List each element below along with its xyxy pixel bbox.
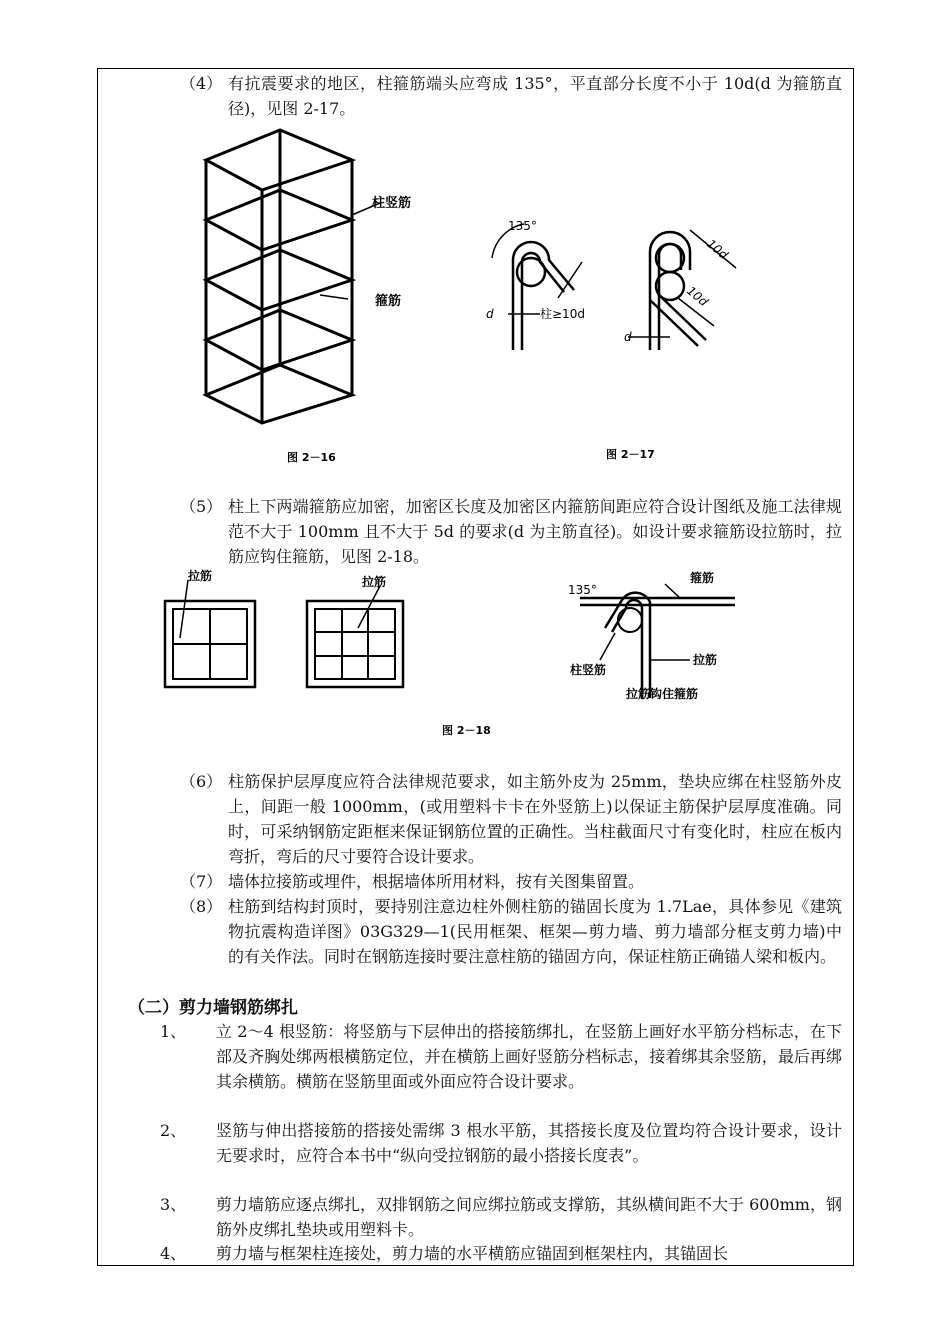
item-number: 4、	[160, 1244, 187, 1263]
length-label: 柱≥10d	[540, 307, 585, 321]
item-text: 剪力墙筋应逐点绑扎，双排钢筋之间应绑拉筋或支撑筋，其纵横间距不大于 600mm，钢筋外皮绑扎垫块或用塑料卡。	[216, 1195, 842, 1239]
item-text: 墙体拉接筋或埋件，根据墙体所用材料，按有关图集留置。	[228, 872, 645, 891]
item-number: 1、	[160, 1022, 187, 1041]
figure-caption: 图 2－16	[287, 451, 336, 464]
figure-caption: 图 2－18	[442, 724, 491, 737]
item-text: 有抗震要求的地区，柱箍筋端头应弯成 135°，平直部分长度不小于 10d(d 为箍筋直径)，见图 2-17。	[228, 74, 842, 118]
item-text: 柱筋到结构封顶时，要持别注意边柱外侧柱筋的锚固长度为 1.7Lae，具体参见《建筑物抗震构造详图》03G329—1(民用框架、框架—剪力墙、剪力墙部分框支剪力墙)中的有关作法。同时在钢筋连接时要注意柱筋的锚固方向，保证柱筋正确锚人梁和板内。	[228, 897, 842, 966]
diameter-label: d	[486, 307, 494, 321]
figure-2-16	[190, 125, 430, 470]
section-heading: （二）剪力墙钢筋绑扎	[128, 998, 298, 1018]
item-text: 柱上下两端箍筋应加密，加密区长度及加密区内箍筋间距应符合设计图纸及施工法律规范不大于 100mm 且不大于 5d 的要求(d 为主筋直径)。如设计要求箍筋设拉筋时，拉筋应钩住箍筋，见图 2-18。	[228, 497, 842, 566]
tie-label: 拉筋	[188, 569, 213, 583]
item-number: 2、	[160, 1121, 187, 1140]
figure-2-17	[478, 200, 758, 470]
angle-label: 135°	[568, 583, 597, 597]
vertical-bar-label: 柱竖筋	[570, 663, 607, 677]
item-number: （6）	[180, 772, 223, 791]
label-vertical-bar: 柱竖筋	[372, 196, 412, 211]
tie-label: 拉筋	[362, 575, 387, 589]
diameter-label: d	[624, 330, 632, 344]
item-text: 剪力墙与框架柱连接处，剪力墙的水平横筋应锚固到框架柱内，其锚固长	[216, 1244, 729, 1263]
figure-2-18	[160, 568, 740, 743]
dim-label-bottom: 10d	[684, 283, 711, 310]
item-number: （4）	[180, 74, 223, 93]
item-number: （7）	[180, 872, 223, 891]
item-text: 柱筋保护层厚度应符合法律规范要求，如主筋外皮为 25mm，垫块应绑在柱竖筋外皮上，间距一般 1000mm，(或用塑料卡卡在外竖筋上)以保证主筋保护层厚度准确。同时，可采纳钢筋定距框来保证钢筋位置的正确性。当柱截面尺寸有变化时，柱应在板内弯折，弯后的尺寸要符合设计要求。	[228, 772, 842, 866]
item-number: （5）	[180, 497, 223, 516]
label-stirrup: 箍筋	[375, 294, 402, 309]
hook-note-label: 拉筋钩住箍筋	[626, 687, 699, 701]
tie-label: 拉筋	[693, 653, 718, 667]
dim-label-top: 10d	[704, 236, 731, 263]
angle-label: 135°	[508, 219, 537, 233]
item-text: 竖筋与伸出搭接筋的搭接处需绑 3 根水平筋，其搭接长度及位置均符合设计要求，设计无要求时，应符合本书中“纵向受拉钢筋的最小搭接长度表”。	[216, 1121, 842, 1165]
item-number: 3、	[160, 1195, 187, 1214]
stirrup-label: 箍筋	[690, 571, 715, 585]
figure-caption: 图 2－17	[606, 448, 655, 461]
item-number: （8）	[180, 897, 223, 916]
item-text: 立 2～4 根竖筋：将竖筋与下层伸出的搭接筋绑扎，在竖筋上画好水平筋分档标志，在下部及齐胸处绑两根横筋定位，并在横筋上画好竖筋分档标志，接着绑其余竖筋，最后再绑其余横筋。横筋在竖筋里面或外面应符合设计要求。	[216, 1022, 842, 1091]
